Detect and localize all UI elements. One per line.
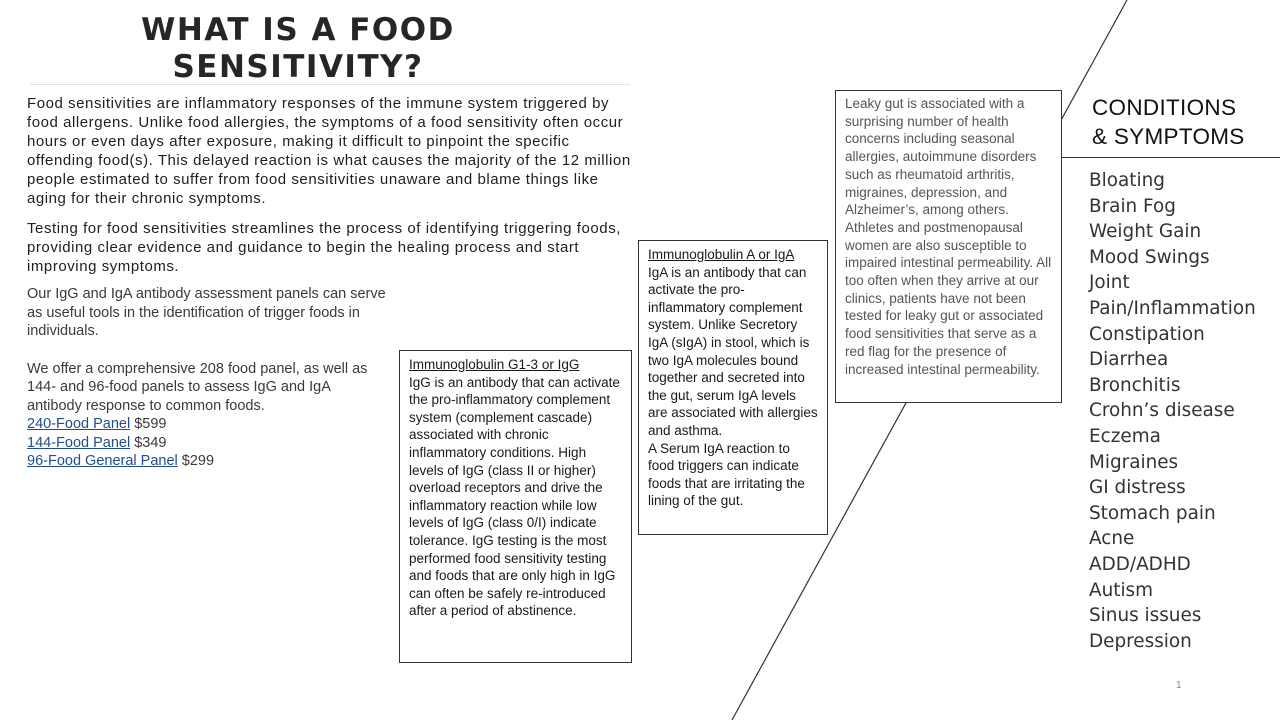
panel-item bbox=[27, 434, 387, 453]
panel-link[interactable]: 96-Food General Panel bbox=[27, 453, 178, 469]
panels-description: Our IgG and IgA antibody assessment panels can serve as useful tools in the identification of trigger foods in individuals. bbox=[27, 286, 386, 339]
panel-price: $599 bbox=[134, 416, 167, 432]
symptom-item: Sinus issues bbox=[1089, 605, 1202, 627]
iga-box-title: Immunoglobulin A or IgA bbox=[648, 247, 795, 262]
symptom-item: Bloating bbox=[1089, 170, 1165, 191]
symptom-item: Joint Pain/Inflammation bbox=[1089, 272, 1256, 319]
symptom-item: Diarrhea bbox=[1089, 349, 1169, 371]
page-number: 1 bbox=[1176, 680, 1182, 691]
panel-item bbox=[27, 415, 387, 434]
symptom-item: Brain Fog bbox=[1089, 195, 1176, 217]
conditions-title-line: CONDITIONS bbox=[1092, 95, 1237, 120]
intro-paragraph: Food sensitivities are inflammatory responses of the immune system triggered by food allergens. Unlike food allergies, the symptoms of a food sensitivity often occur hours or even days after exposure, making it difficult to pinpoint the specific offending food(s). This delayed reaction is what causes the majority of the 12 million people estimated to suffer from food sensitivities unaware and blame things like aging for their chronic symptoms. bbox=[27, 95, 631, 207]
panel-price: $299 bbox=[181, 453, 215, 469]
symptom-item: Eczema bbox=[1089, 425, 1161, 447]
iga-info-box bbox=[638, 240, 828, 535]
symptom-item: Weight Gain bbox=[1089, 221, 1202, 243]
igg-info-box bbox=[399, 350, 632, 663]
igg-box-title: Immunoglobulin G1-3 or IgG bbox=[409, 357, 580, 372]
symptom-item: Migraines bbox=[1089, 451, 1179, 473]
panel-link[interactable]: 240-Food Panel bbox=[27, 416, 131, 432]
iga-box-body: A Serum IgA reaction to food triggers can indicate foods that are irritating the lining of the gut. bbox=[648, 440, 805, 509]
symptom-item: GI distress bbox=[1089, 477, 1186, 499]
page-title: WHAT IS A FOOD SENSITIVITY? bbox=[141, 12, 455, 85]
symptom-item: Acne bbox=[1089, 528, 1135, 550]
conditions-divider bbox=[1062, 157, 1280, 158]
symptom-item: Stomach pain bbox=[1089, 502, 1216, 524]
title-divider bbox=[30, 84, 630, 85]
symptom-item: Constipation bbox=[1089, 323, 1205, 345]
leaky-gut-box bbox=[835, 90, 1062, 403]
conditions-title-line: & SYMPTOMS bbox=[1092, 124, 1245, 149]
symptom-item: Mood Swings bbox=[1089, 246, 1210, 268]
igg-box-body: IgG is an antibody that can activate the pro-inflammatory complement system (complement cascade) associated with chronic inflammatory conditions. High levels of IgG (class II or higher) overload receptors and drive the inflammatory reaction while low levels of IgG (class 0/I) indicate tolerance. IgG testing is the most performed food sensitivity testing and foods that are only high in IgG can often be safely re-introduced after a period of abstinence. bbox=[409, 374, 620, 619]
symptom-item: Bronchitis bbox=[1089, 374, 1181, 396]
intro-text bbox=[27, 94, 637, 287]
symptom-item: ADD/ADHD bbox=[1089, 553, 1191, 575]
symptom-item: Autism bbox=[1089, 579, 1154, 601]
panel-link[interactable]: 144-Food Panel bbox=[27, 434, 131, 451]
iga-box-body: IgA is an antibody that can activate the pro-inflammatory complement system. Unlike Secretory IgA (sIgA) in stool, which is two IgA molecules bound together and secreted into the gut, serum IgA levels are associated with allergies and asthma. bbox=[648, 264, 818, 438]
leaky-gut-text: Leaky gut is associated with a surprising number of health concerns including seasonal allergies, autoimmune disorders such as rheumatoid arthritis, migraines, depression, and Alzheimer’s, among others. Athletes and postmenopausal women are also susceptible to impaired intestinal permeability. All too often when they arrive at our clinics, patients have not been tested for leaky gut or associated food sensitivities that serve as a red flag for the presence of increased intestinal permeability. bbox=[845, 96, 1052, 377]
symptom-item: Crohn’s disease bbox=[1089, 400, 1235, 422]
symptom-item: Depression bbox=[1089, 630, 1192, 652]
conditions-title bbox=[1092, 93, 1272, 151]
intro-paragraph: Testing for food sensitivities streamlines the process of identifying triggering foods, providing clear evidence and guidance to begin the healing process and start improving symptoms. bbox=[27, 220, 621, 275]
panel-price: $349 bbox=[134, 434, 167, 451]
panel-item bbox=[27, 452, 387, 471]
symptoms-list bbox=[1089, 168, 1279, 654]
panels-section bbox=[27, 285, 387, 471]
panels-offer: We offer a comprehensive 208 food panel, as well as 144- and 96-food panels to assess IgG and IgA antibody response to common foods. bbox=[27, 360, 368, 414]
